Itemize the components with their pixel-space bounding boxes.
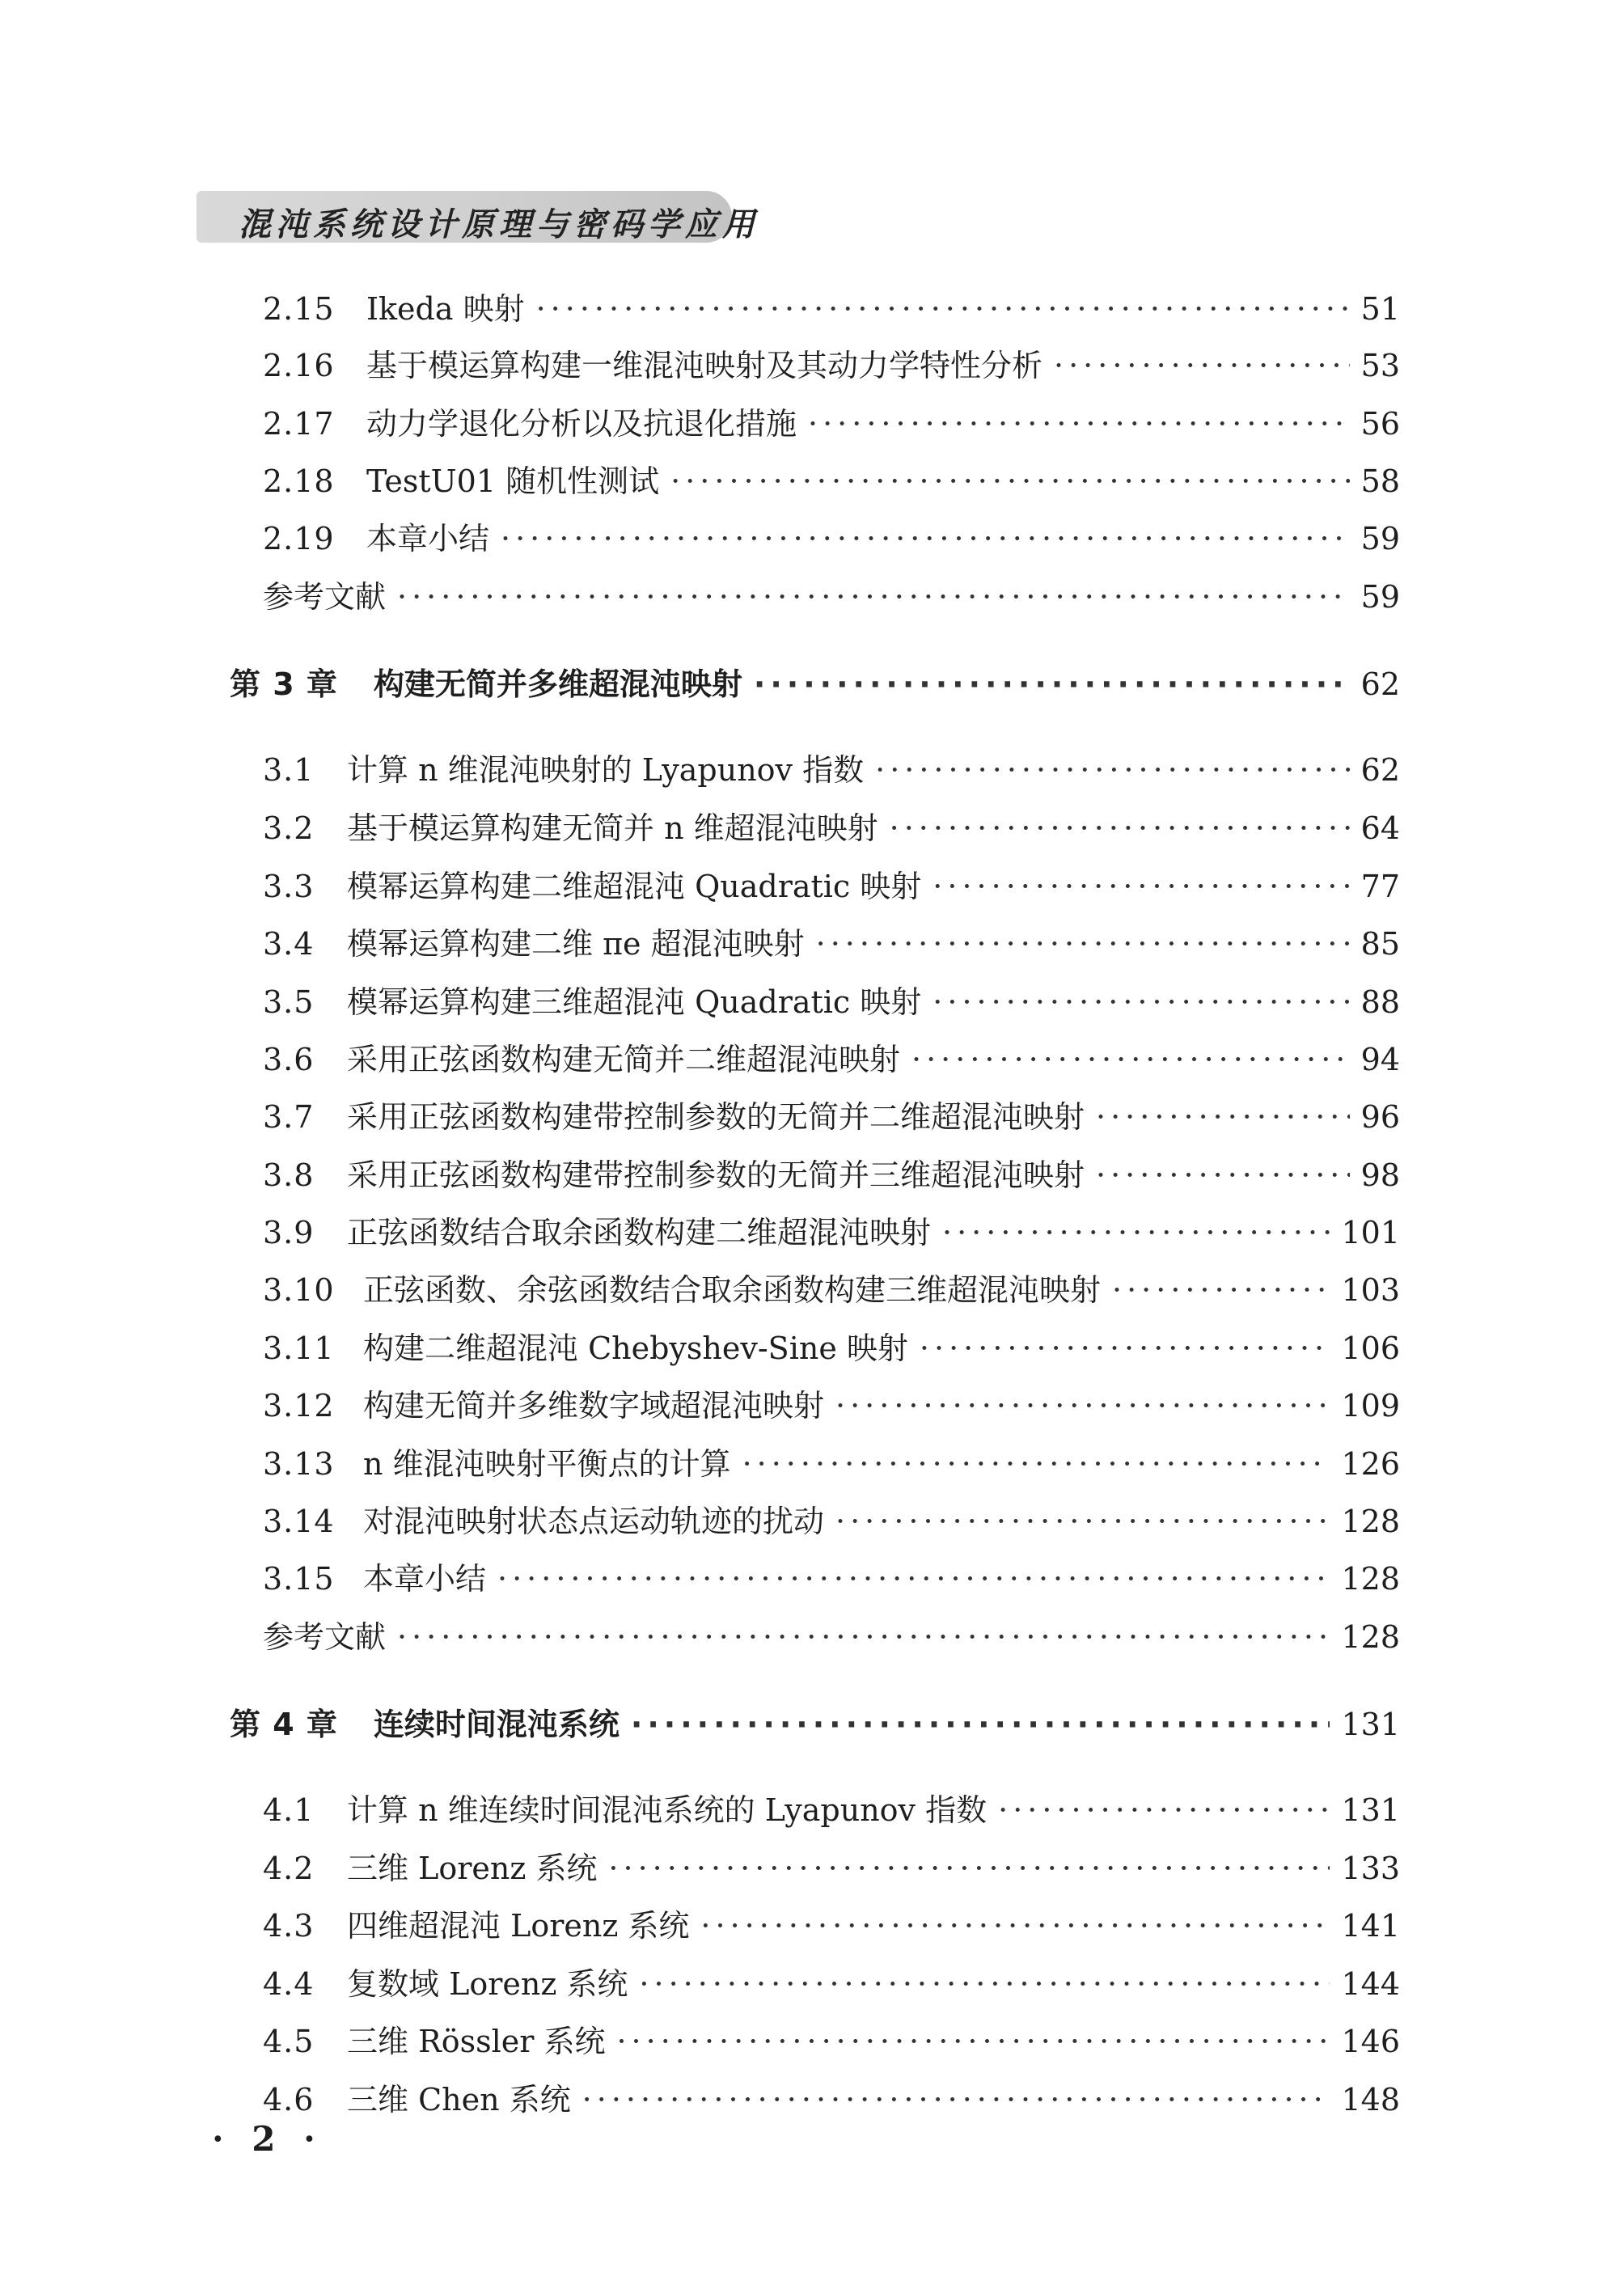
page-number: 53: [1360, 348, 1400, 383]
page-number: 101: [1341, 1215, 1400, 1250]
section-number: 3.8: [263, 1157, 315, 1193]
toc-entry-3-10[interactable]: [263, 1267, 1400, 1313]
dot-leader: [501, 516, 1350, 561]
section-title: 四维超混沌 Lorenz 系统: [347, 1908, 690, 1944]
section-title: 采用正弦函数构建带控制参数的无简并二维超混沌映射: [347, 1099, 1085, 1135]
page-number: 88: [1360, 984, 1400, 1020]
page-number: 56: [1360, 406, 1400, 442]
section-number: 3.12: [263, 1388, 335, 1424]
dot-leader: [1096, 1153, 1350, 1198]
toc-entry-2-15[interactable]: [263, 286, 1400, 332]
toc-entry-4-6[interactable]: [263, 2077, 1400, 2122]
section-title: 本章小结: [363, 1561, 487, 1597]
section-title: 基于模运算构建一维混沌映射及其动力学特性分析: [366, 348, 1043, 383]
section-title: TestU01 随机性测试: [366, 463, 660, 499]
dot-leader: [890, 806, 1350, 851]
toc-entry-3-13[interactable]: [263, 1441, 1400, 1487]
page-number: 59: [1360, 579, 1400, 615]
chapter-number: 第 3 章: [230, 666, 338, 702]
dot-leader: [1096, 1094, 1350, 1140]
dot-leader: [933, 864, 1349, 909]
section-number: 3.11: [263, 1331, 335, 1366]
chapter-title: 连续时间混沌系统: [373, 1707, 620, 1742]
page-number: 131: [1341, 1792, 1400, 1828]
dot-leader: [1112, 1267, 1330, 1313]
page-number: 128: [1341, 1619, 1400, 1655]
section-title: 基于模运算构建无简并 n 维超混沌映射: [347, 810, 878, 846]
toc-entry-references-ch2[interactable]: [263, 574, 1400, 620]
dot-leader: [942, 1210, 1330, 1255]
section-number: 3.4: [263, 926, 315, 962]
section-number: 2.19: [263, 521, 335, 556]
toc-entry-3-7[interactable]: [263, 1094, 1400, 1140]
section-number: 3.10: [263, 1272, 335, 1308]
section-title: 计算 n 维混沌映射的 Lyapunov 指数: [347, 752, 865, 788]
page-number: 103: [1341, 1272, 1400, 1308]
section-title: 采用正弦函数构建无简并二维超混沌映射: [347, 1042, 901, 1077]
toc-entry-3-8[interactable]: [263, 1153, 1400, 1198]
dot-leader: [631, 1702, 1330, 1747]
section-title: 对混沌映射状态点运动轨迹的扰动: [363, 1504, 825, 1539]
section-number: 3.5: [263, 984, 315, 1020]
page-number: 98: [1360, 1157, 1400, 1193]
section-title: Ikeda 映射: [366, 291, 525, 327]
section-title: 参考文献: [263, 1619, 387, 1655]
page-number: 94: [1360, 1042, 1400, 1077]
toc-entry-references-ch3[interactable]: [263, 1614, 1400, 1660]
dot-leader: [835, 1499, 1330, 1544]
dot-leader: [754, 662, 1350, 707]
page-number: 85: [1360, 926, 1400, 962]
dot-leader: [1054, 343, 1350, 388]
section-title: 计算 n 维连续时间混沌系统的 Lyapunov 指数: [347, 1792, 988, 1828]
toc-entry-4-4[interactable]: [263, 1961, 1400, 2007]
page-number: 64: [1360, 810, 1400, 846]
section-number: 4.5: [263, 2024, 315, 2059]
toc-entry-3-15[interactable]: [263, 1556, 1400, 1601]
page-number: 59: [1360, 521, 1400, 556]
dot-leader: [998, 1787, 1330, 1833]
toc-entry-3-2[interactable]: [263, 806, 1400, 851]
dot-leader: [397, 1614, 1330, 1660]
book-title: 混沌系统设计原理与密码学应用: [239, 206, 759, 243]
section-title: 正弦函数结合取余函数构建二维超混沌映射: [347, 1215, 932, 1250]
section-number: 3.15: [263, 1561, 335, 1597]
section-number: 2.15: [263, 291, 335, 327]
section-number: 3.9: [263, 1215, 315, 1250]
page-number: 62: [1360, 666, 1400, 702]
toc-entry-3-6[interactable]: [263, 1037, 1400, 1082]
section-title: 采用正弦函数构建带控制参数的无简并三维超混沌映射: [347, 1157, 1085, 1193]
section-title: 正弦函数、余弦函数结合取余函数构建三维超混沌映射: [363, 1272, 1102, 1308]
dot-leader: [911, 1037, 1350, 1082]
page-number: 106: [1341, 1331, 1400, 1366]
section-number: 2.16: [263, 348, 335, 383]
dot-leader: [700, 1903, 1330, 1948]
toc-entry-2-16[interactable]: [263, 343, 1400, 388]
section-number: 3.2: [263, 810, 315, 846]
toc-chapter-4[interactable]: [230, 1702, 1400, 1747]
dot-leader: [536, 286, 1350, 332]
page-number: 128: [1341, 1504, 1400, 1539]
toc-entry-3-4[interactable]: [263, 921, 1400, 967]
toc-entry-2-17[interactable]: [263, 401, 1400, 446]
page-number: 96: [1360, 1099, 1400, 1135]
dot-leader: [920, 1326, 1330, 1371]
toc-entry-4-3[interactable]: [263, 1903, 1400, 1948]
dot-leader: [582, 2077, 1330, 2122]
section-number: 3.13: [263, 1446, 335, 1482]
toc-entry-3-12[interactable]: [263, 1383, 1400, 1428]
section-number: 2.17: [263, 406, 335, 442]
section-number: 4.4: [263, 1966, 315, 2002]
section-number: 4.6: [263, 2082, 315, 2117]
section-title: 模幂运算构建二维超混沌 Quadratic 映射: [347, 869, 922, 904]
section-title: 参考文献: [263, 579, 387, 615]
dot-leader: [816, 921, 1350, 967]
toc-entry-3-1[interactable]: [263, 747, 1400, 793]
dot-leader: [875, 747, 1350, 793]
page-number: 77: [1360, 869, 1400, 904]
page-number: 144: [1341, 1966, 1400, 2002]
toc-entry-3-3[interactable]: [263, 864, 1400, 909]
section-title: 构建二维超混沌 Chebyshev-Sine 映射: [363, 1331, 908, 1366]
toc-entry-4-5[interactable]: [263, 2019, 1400, 2064]
section-number: 3.1: [263, 752, 315, 788]
dot-leader: [639, 1961, 1330, 2007]
section-number: 4.2: [263, 1851, 315, 1886]
section-number: 4.3: [263, 1908, 315, 1944]
section-title: 复数域 Lorenz 系统: [347, 1966, 628, 2002]
section-title: 三维 Lorenz 系统: [347, 1851, 598, 1886]
page-number: 62: [1360, 752, 1400, 788]
section-number: 3.7: [263, 1099, 315, 1135]
dot-leader: [608, 1846, 1330, 1891]
section-number: 3.14: [263, 1504, 335, 1539]
section-number: 3.3: [263, 869, 315, 904]
page-number: 58: [1360, 463, 1400, 499]
page-number: 133: [1341, 1851, 1400, 1886]
section-title: 本章小结: [366, 521, 490, 556]
toc-entry-2-18[interactable]: [263, 459, 1400, 504]
section-number: 3.6: [263, 1042, 315, 1077]
section-number: 2.18: [263, 463, 335, 499]
dot-leader: [616, 2019, 1330, 2064]
toc-chapter-3[interactable]: [230, 662, 1400, 707]
toc-entry-3-9[interactable]: [263, 1210, 1400, 1255]
section-number: 4.1: [263, 1792, 315, 1828]
page-number: 146: [1341, 2024, 1400, 2059]
toc-entry-3-11[interactable]: [263, 1326, 1400, 1371]
page-number: 141: [1341, 1908, 1400, 1944]
dot-leader: [835, 1383, 1330, 1428]
page-number: 109: [1341, 1388, 1400, 1424]
dot-leader: [808, 401, 1350, 446]
dot-leader: [397, 574, 1350, 620]
section-title: 构建无简并多维数字域超混沌映射: [363, 1388, 825, 1424]
toc-entry-3-14[interactable]: [263, 1499, 1400, 1544]
page-number: 148: [1341, 2082, 1400, 2117]
section-title: 模幂运算构建三维超混沌 Quadratic 映射: [347, 984, 922, 1020]
toc-entry-4-2[interactable]: [263, 1846, 1400, 1891]
page-number-footer: · 2 ·: [212, 2119, 324, 2159]
page-number: 126: [1341, 1446, 1400, 1482]
dot-leader: [742, 1441, 1330, 1487]
dot-leader: [933, 979, 1349, 1025]
section-title: 模幂运算构建二维 πe 超混沌映射: [347, 926, 805, 962]
toc-entry-3-5[interactable]: [263, 979, 1400, 1025]
page-number: 128: [1341, 1561, 1400, 1597]
section-title: 动力学退化分析以及抗退化措施: [366, 406, 797, 442]
section-title: n 维混沌映射平衡点的计算: [363, 1446, 731, 1482]
toc-entry-2-19[interactable]: [263, 516, 1400, 561]
section-title: 三维 Chen 系统: [347, 2082, 571, 2117]
dot-leader: [670, 459, 1350, 504]
chapter-number: 第 4 章: [230, 1707, 338, 1742]
toc-entry-4-1[interactable]: [263, 1787, 1400, 1833]
chapter-title: 构建无简并多维超混沌映射: [373, 666, 742, 702]
page-number: 51: [1360, 291, 1400, 327]
dot-leader: [497, 1556, 1330, 1601]
page-number: 131: [1341, 1707, 1400, 1742]
section-title: 三维 Rössler 系统: [347, 2024, 606, 2059]
